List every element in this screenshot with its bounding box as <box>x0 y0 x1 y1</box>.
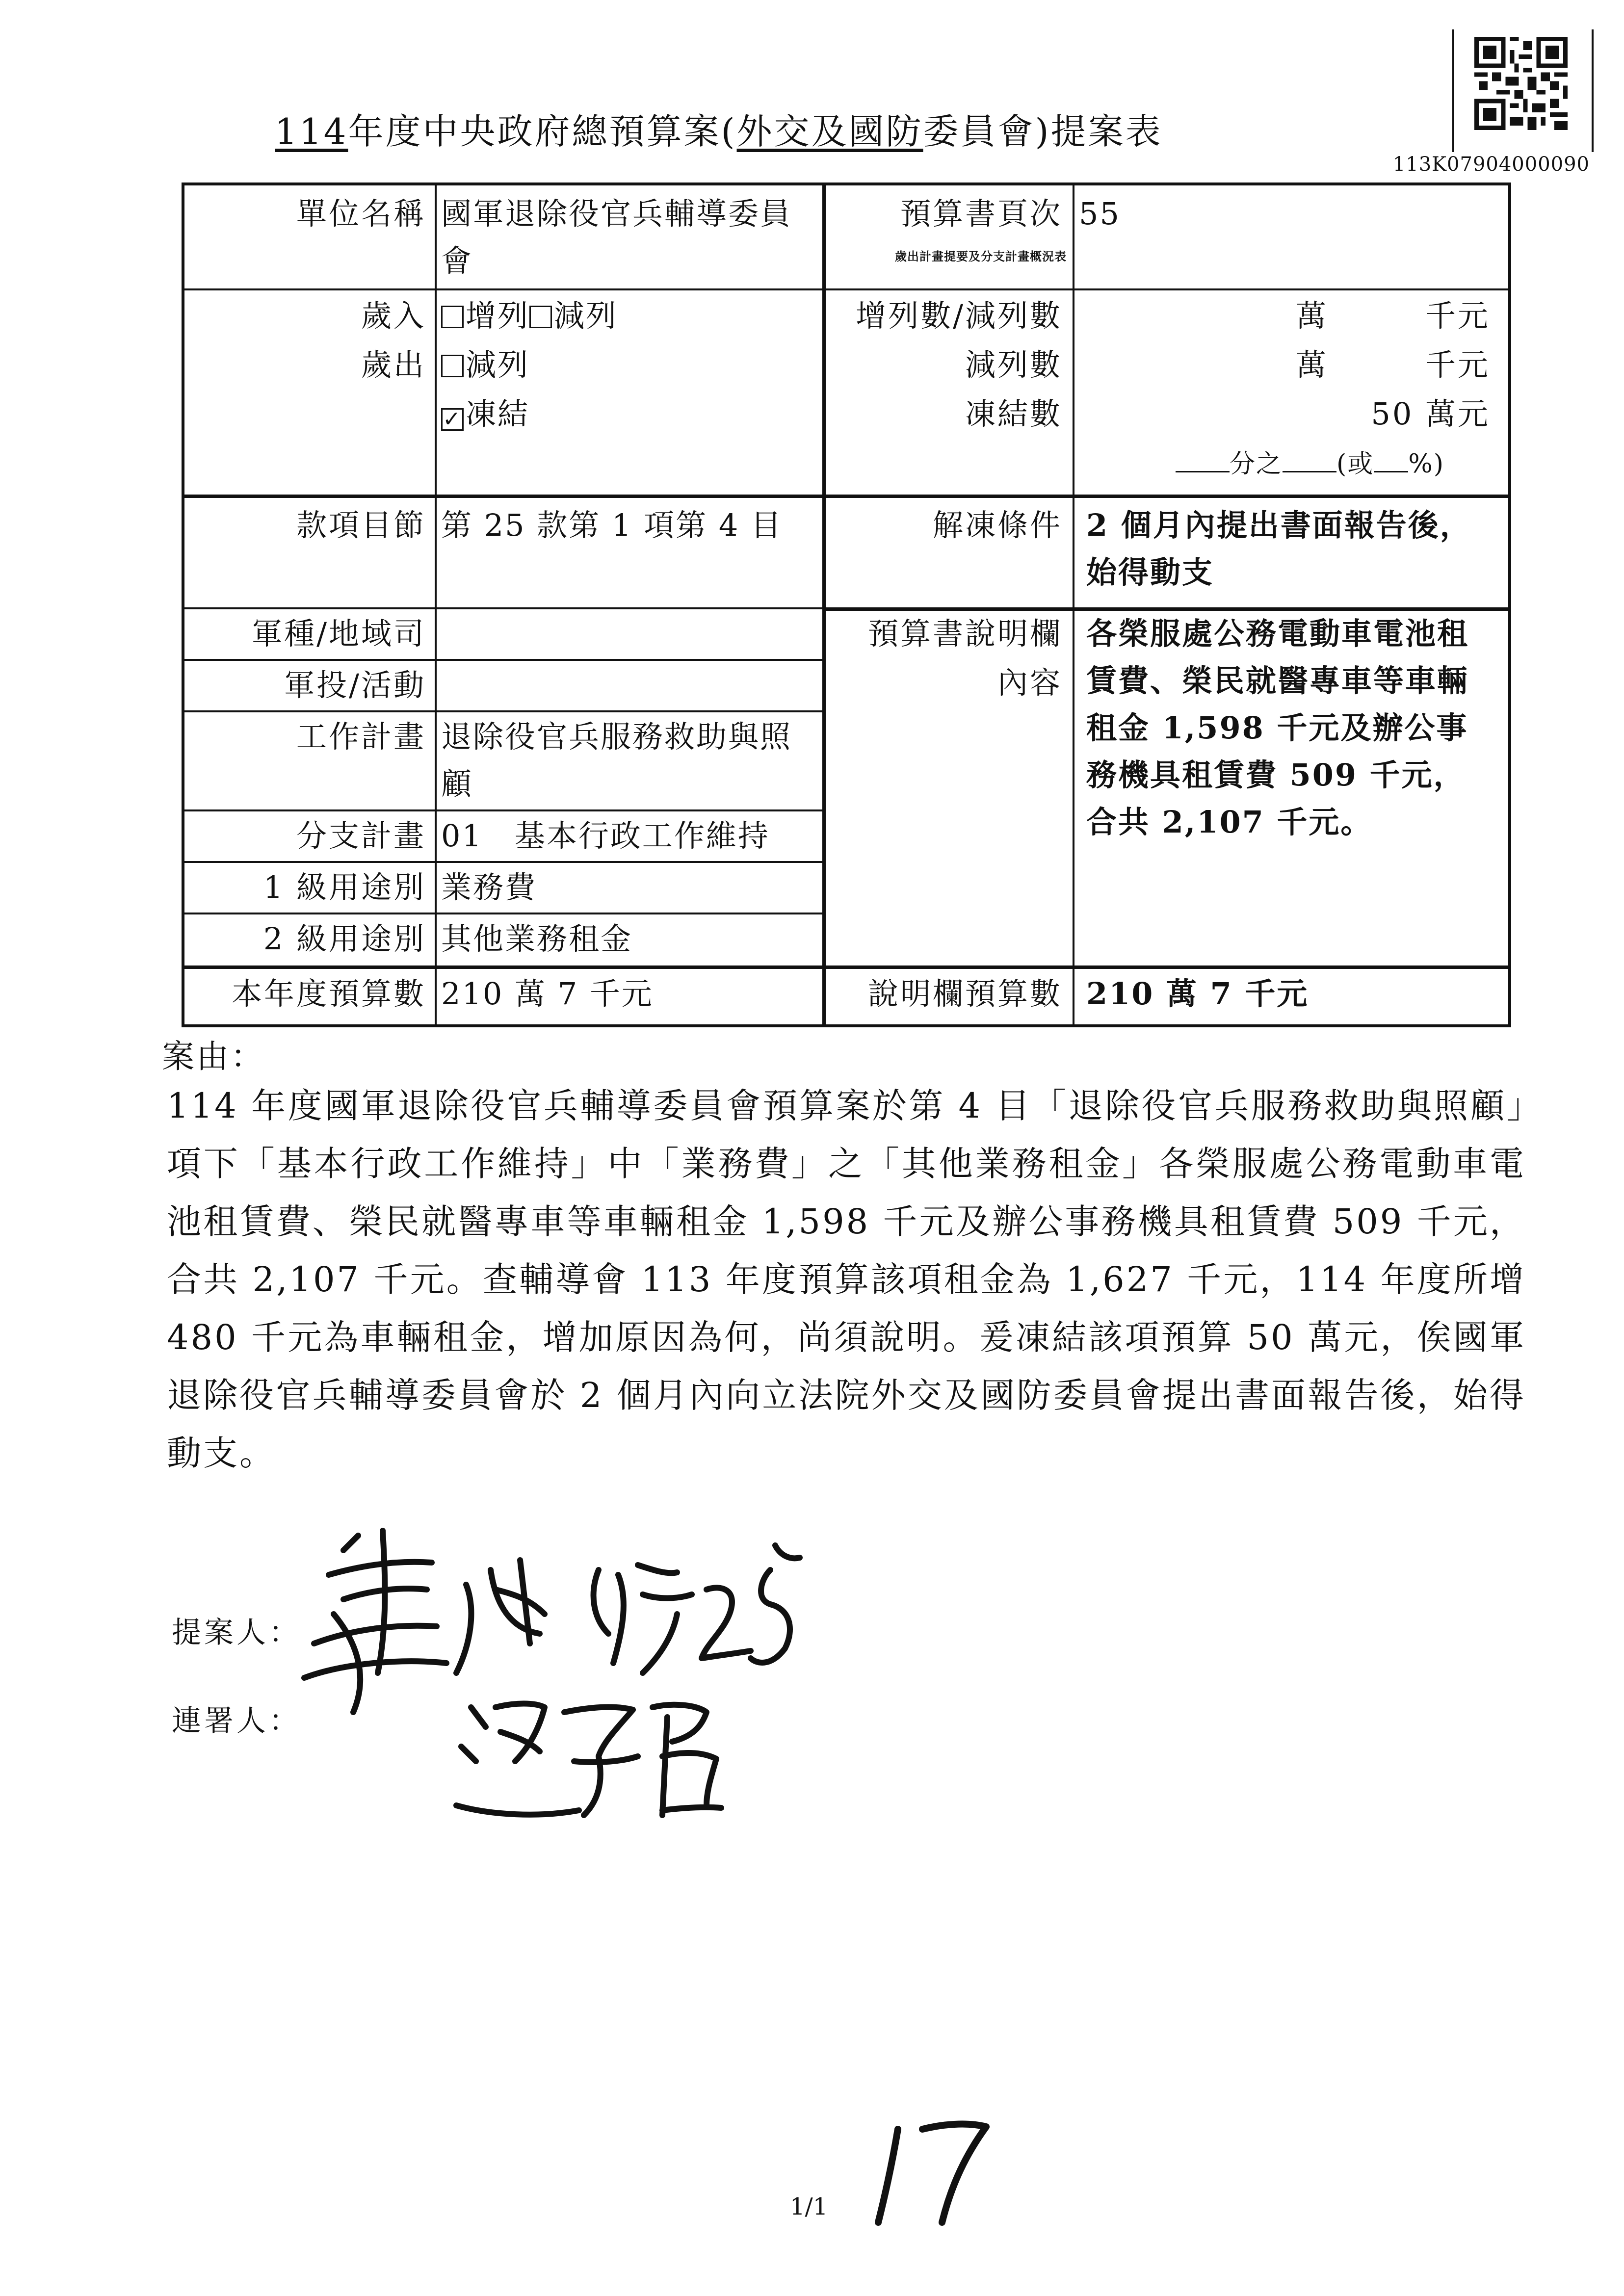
branch-plan-value: 01 基本行政工作維持 <box>441 818 770 854</box>
revenue-increase-checkbox[interactable] <box>441 306 464 328</box>
branch-plan-label: 分支計畫 <box>296 818 426 854</box>
revenue-increase-label: 增列 <box>466 298 530 334</box>
revenue-options <box>437 292 820 339</box>
page-title <box>275 103 1452 154</box>
inc-dec-label: 增列數/減列數 <box>856 298 1062 334</box>
col-divider <box>822 185 826 1024</box>
fraction-line <box>1176 441 1504 488</box>
qr-code-icon <box>1474 37 1568 130</box>
inc-dec-value: 萬 千元 <box>1295 298 1490 334</box>
row-divider <box>184 607 822 609</box>
fraction-text: 分之 <box>1230 449 1283 479</box>
fraction-percent: %) <box>1408 449 1445 479</box>
level1-label: 1 級用途別 <box>263 869 426 905</box>
decrease-label: 減列數 <box>965 347 1062 383</box>
expenditure-decrease-checkbox[interactable] <box>441 355 464 377</box>
work-plan-value: 退除役官兵服務救助與照顧 <box>441 719 792 802</box>
item-value: 第 25 款第 1 項第 4 目 <box>441 507 783 543</box>
row-divider <box>184 495 1508 498</box>
annual-budget-label: 本年度預算數 <box>231 976 426 1012</box>
proposal-form-table <box>182 183 1511 1027</box>
row-divider <box>184 659 822 661</box>
explanation-budget-value: 210 萬 7 千元 <box>1086 976 1309 1012</box>
page-info: 1/1 <box>790 2193 828 2220</box>
revenue-label: 歲入 <box>361 298 426 334</box>
level2-value: 其他業務租金 <box>441 921 633 957</box>
row-divider <box>184 861 822 863</box>
work-plan-label: 工作計畫 <box>296 719 426 755</box>
col-divider <box>435 185 437 1024</box>
cosigner-signature <box>442 1678 746 1840</box>
expenditure-decrease-option <box>437 341 820 389</box>
military-label: 軍種/地域司 <box>252 616 426 652</box>
expenditure-decrease-label: 減列 <box>466 347 530 383</box>
annual-budget-value: 210 萬 7 千元 <box>441 976 654 1012</box>
freeze-label: 凍結數 <box>965 396 1062 432</box>
explanation-label-line2: 內容 <box>997 665 1062 701</box>
unfreeze-label: 解凍條件 <box>932 507 1062 543</box>
freeze-value: 50 萬元 <box>1371 396 1490 432</box>
explanation-budget-label: 說明欄預算數 <box>867 976 1062 1012</box>
case-body: 114 年度國軍退除役官兵輔導委員會預算案於第 4 目「退除役官兵服務救助與照顧」項下「基本行政工作維持」中「業務費」之「其他業務租金」各榮服處公務電動車電池租賃費、榮民就醫專車等車輛租金 1,598 千元及辦公事務機具租賃費 509 千元，合共 2,107 千元。查輔導會 113 年度預算該項租金為 1,627 千元，114 年度所增 480 千元為車輛租金，增加原因為何，尚須說明。爰凍結該項預算 50 萬元，俟國軍退除役官兵輔導委員會於 2 個月內向立法院外交及國防委員會提出書面報告後，始得動支。 <box>167 1086 1526 1473</box>
unfreeze-value: 2 個月內提出書面報告後，始得動支 <box>1086 507 1472 590</box>
expenditure-freeze-checkbox[interactable]: ✓ <box>441 408 464 431</box>
title-committee: 外交及國防 <box>736 111 923 152</box>
expenditure-label: 歲出 <box>361 347 426 383</box>
budget-page-label: 預算書頁次 <box>900 196 1062 232</box>
cosigner-label: 連署人： <box>172 1704 301 1738</box>
unit-value: 國軍退除役官兵輔導委員會 <box>441 196 792 279</box>
level1-value: 業務費 <box>441 869 537 905</box>
proposer-label: 提案人： <box>172 1616 301 1650</box>
case-label: 案由： <box>162 1038 265 1075</box>
level2-label: 2 級用途別 <box>263 921 426 957</box>
fraction-or: (或 <box>1336 449 1374 479</box>
item-label: 款項目節 <box>296 507 426 543</box>
revenue-decrease-label: 減列 <box>554 298 618 334</box>
expenditure-freeze-option <box>437 391 820 438</box>
title-year: 114 <box>275 111 348 152</box>
title-part1: 年度中央政府總預算案( <box>348 111 737 152</box>
row-divider <box>184 809 822 811</box>
budget-page-sublabel: 歲出計畫提要及分支計畫概況表 <box>895 249 1067 263</box>
explanation-label-line1: 預算書說明欄 <box>867 616 1062 652</box>
expenditure-freeze-label: 凍結 <box>466 396 530 432</box>
mil-invest-label: 軍投/活動 <box>284 667 426 703</box>
document-code: 113K07904000090 <box>1392 153 1590 176</box>
budget-page-value: 55 <box>1079 196 1121 232</box>
col-divider <box>1073 185 1074 1024</box>
unit-label: 單位名稱 <box>296 196 426 232</box>
title-part2: 委員會)提案表 <box>923 111 1163 152</box>
explanation-value: 各榮服處公務電動車電池租賃費、榮民就醫專車等車輛租金 1,598 千元及辦公事務機具租賃費 509 千元，合共 2,107 千元。 <box>1086 616 1469 840</box>
row-divider <box>184 288 1508 290</box>
decrease-value: 萬 千元 <box>1295 347 1490 383</box>
row-divider <box>184 965 1508 969</box>
handwritten-page-number <box>868 2110 996 2232</box>
revenue-decrease-checkbox[interactable] <box>529 306 552 328</box>
row-divider <box>184 913 822 914</box>
row-divider <box>184 710 822 712</box>
